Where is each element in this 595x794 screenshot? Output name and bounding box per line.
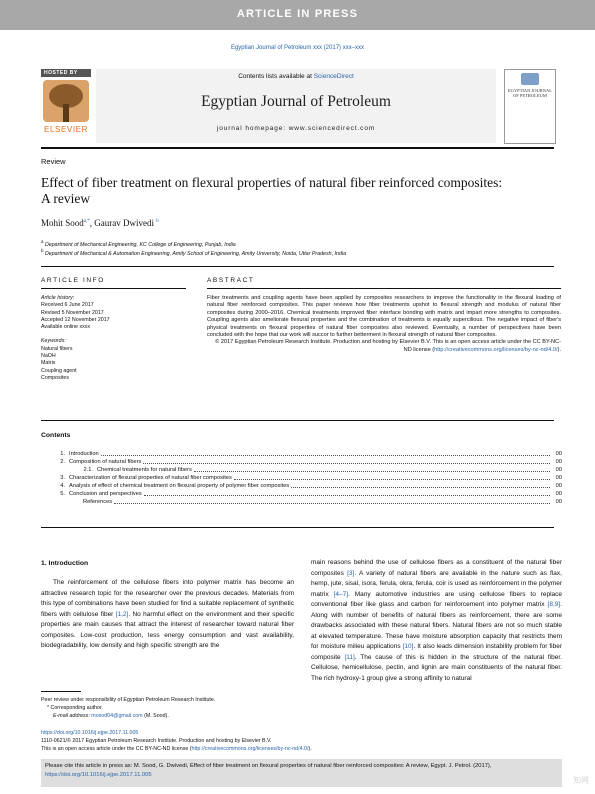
author-affiliation-mark[interactable]: b xyxy=(156,219,159,224)
author-name[interactable]: Gaurav Dwivedi xyxy=(94,218,154,228)
history-item: Received 6 June 2017 xyxy=(41,302,94,309)
corresponding-author-note: * Corresponding author. xyxy=(47,705,103,711)
divider xyxy=(41,266,554,267)
doi-line xyxy=(41,730,138,736)
keyword: NaOH xyxy=(41,353,56,360)
doi-link[interactable]: https://doi.org/10.1016/j.ejpe.2017.11.005 xyxy=(45,772,152,778)
open-access-line: This is an open access article under the CC BY-NC-ND license (http://creativecommons.org/licenses/by-nc-nd/4.0/). xyxy=(41,746,312,752)
author-name[interactable]: Mohit Sood xyxy=(41,218,84,228)
publisher-name: ELSEVIER xyxy=(44,125,88,134)
keyword: Coupling agent xyxy=(41,367,77,374)
body-column-right: main reasons behind the use of cellulose fibers as a constituent of the natural fiber composites [3]. A variety of natural fibers are available in the nature such as flax, hemp, jute, sisal, isora, ferula, okra, ferula, coir is used as reinforcement in the polymer matrix [4–7]. Many automotive industries are using cellulose fibers to replace conventional fiber like glass and carbon for reinforcement into polymer matrix [8,9]. Along with number of benefits of natural fibers as reinforcement, there are some drawbacks associated with these natural fibers. Natural fibers are not so much stable at elevated temperature. These have moisture absorption capacity that restricts them for moisture milieu applications [10]. It also leads dimension instability problem for fiber composite [11]. The cause of this is hidden in the structure of the natural fiber. Cellulose, hemicellulose, pectin, and lignin are main constituents of the natural fiber. The rich hydroxy-1 group give a strong affinity to natural xyxy=(311,559,563,682)
table-of-contents xyxy=(41,450,562,506)
license-link[interactable]: http://creativecommons.org/licenses/by-nc-nd/4.0/ xyxy=(434,346,558,353)
doi-link[interactable]: https://doi.org/10.1016/j.ejpe.2017.11.005 xyxy=(41,730,139,736)
homepage-url[interactable]: www.sciencedirect.com xyxy=(288,125,376,132)
history-item: Accepted 12 November 2017 xyxy=(41,316,110,323)
journal-homepage: journal homepage: www.sciencedirect.com xyxy=(216,125,376,132)
license-link[interactable]: http://creativecommons.org/licenses/by-nc-nd/4.0/ xyxy=(191,746,309,752)
toc-entry[interactable]: 5. Conclusion and perspectives 00 xyxy=(60,491,562,497)
article-in-press-banner: ARTICLE IN PRESS xyxy=(0,0,595,30)
section-heading: 1. Introduction xyxy=(41,560,89,567)
citation-link[interactable]: [4–7] xyxy=(333,590,349,598)
journal-header xyxy=(41,69,554,143)
citation-link[interactable]: [3] xyxy=(347,569,355,577)
keyword: Natural fibers xyxy=(41,345,73,352)
keyword: Matrix xyxy=(41,360,56,367)
cover-title: EGYPTIAN JOURNAL OF PETROLEUM xyxy=(507,88,553,98)
article-info-heading: ARTICLE INFO xyxy=(41,277,105,284)
citation-link[interactable]: [8,9] xyxy=(547,601,561,608)
citation-link[interactable]: [11] xyxy=(344,653,355,661)
sciencedirect-link[interactable]: ScienceDirect xyxy=(313,73,354,80)
author-affiliation-mark[interactable]: a,* xyxy=(83,219,90,224)
divider xyxy=(207,288,561,289)
abstract-heading: ABSTRACT xyxy=(207,277,255,284)
article-title: Effect of fiber treatment on flexural properties of natural fiber reinforced composites: A review xyxy=(41,175,503,206)
elsevier-logo xyxy=(41,69,91,142)
citation-link[interactable]: [1,2] xyxy=(115,610,129,618)
divider xyxy=(41,288,186,289)
article-info xyxy=(41,295,186,382)
journal-title: Egyptian Journal of Petroleum xyxy=(201,93,391,110)
hosted-by-label: HOSTED BY xyxy=(41,69,91,77)
contents-available: Contents lists available at ScienceDirect xyxy=(238,73,354,80)
affiliation-b: $^b$ Department of Mechanical & Automation Engineering, Amity School of Engineering, Amity University, Noida, Uttar Pradesh, India xyxy=(41,248,347,257)
author-list: Mohit Sood$^{a,*}$, Gaurav Dwivedi $^b$ xyxy=(41,218,159,228)
cover-emblem-icon xyxy=(521,73,539,85)
keywords-label: Keywords: xyxy=(41,338,66,345)
email-note: E-mail address: mosod04@gmail.com (M. Sood). xyxy=(53,713,169,719)
affiliation-a: $^a$ Department of Mechanical Engineering, KC College of Engineering, Punjab, India xyxy=(41,239,236,248)
header-rule xyxy=(41,147,554,149)
footnote-rule xyxy=(41,691,81,692)
citation-box: Please cite this article in press as: M. Sood, G. Dwivedi, Effect of fiber treatment on flexural properties of natural fiber reinforced composites: A review, Egypt. J. Petrol. (2017), https://doi.org/10.1016/j.ejpe.2017.11.005 xyxy=(41,759,562,787)
journal-masthead xyxy=(96,69,496,143)
divider xyxy=(41,527,554,528)
journal-cover-thumbnail xyxy=(504,69,556,144)
history-item: Available online xxxx xyxy=(41,324,91,331)
toc-entry[interactable]: 1. Introduction 00 xyxy=(60,451,562,457)
contents-heading: Contents xyxy=(41,432,71,439)
toc-entry[interactable]: 3. Characterization of flexural properties of natural fiber composites 00 xyxy=(60,475,562,481)
divider xyxy=(41,420,554,421)
issn-line: 1110-0621/© 2017 Egyptian Petroleum Research Institute. Production and hosting by Elsevier B.V. xyxy=(41,738,272,744)
toc-entry[interactable]: 2. Composition of natural fibers 00 xyxy=(60,459,562,465)
article-type: Review xyxy=(41,157,66,166)
toc-entry[interactable]: References 00 xyxy=(83,499,562,505)
peer-review-note: Peer review under responsibility of Egyptian Petroleum Research Institute. xyxy=(41,697,216,703)
abstract-text: Fiber treatments and coupling agents have been applied by composites researchers to improve the functionality in the flexural loading of natural fiber reinforced composites. This paper reviews how fiber treatments upshot to flexural strength and modulus of natural fiber composites during 2000–2016. Chemical treatments improved fiber interface bonding with matrix and impart more strengths to composites. Coupling agents also ameliorate flexural properties and the combination of treatments is equally supercilious. The negative impact of fiber's physical treatments on flexural properties of natural fiber composites also reviewed. Eventually, a number of perspectives have been concluded with the hope that our work will succor to further betterment in flexural strength of natural fiber composites. xyxy=(207,295,561,339)
email-link[interactable]: mosod04@gmail.com xyxy=(91,713,143,719)
keyword: Composites xyxy=(41,374,69,381)
history-item: Revised 5 November 2017 xyxy=(41,309,104,316)
history-label: Article history: xyxy=(41,295,75,301)
toc-entry[interactable]: 4. Analysis of effect of chemical treatment on flexural property of polymer fiber composites 00 xyxy=(60,483,562,489)
elsevier-tree-icon xyxy=(43,80,89,122)
running-head[interactable]: Egyptian Journal of Petroleum xxx (2017) xxx–xxx xyxy=(230,45,365,51)
citation-link[interactable]: [10] xyxy=(402,643,414,650)
toc-entry[interactable]: 2.1. Chemical treatments for natural fibers 00 xyxy=(83,467,562,473)
copyright-notice: © 2017 Egyptian Petroleum Research Institute. Production and hosting by Elsevier B.V. This is an open access article under the CC BY-NC-ND license (http://creativecommons.org/licenses/by-nc-nd/4.0/). xyxy=(215,339,561,353)
abstract xyxy=(207,295,561,354)
body-column-left: The reinforcement of the cellulose fibers into polymer matrix has become an attractive research topic for the researcher over the previous decades. Materials from this type of combinations have been studied for find a suitable replacement of synthetic fibers with cellulose fiber [1,2]. No harmful effect on the environment and their specific properties are main causes that attract the interest of researcher toward natural fiber composites. Low-cost production, less energy consumption and vast availability, biodegradability, low density and high specific strength are the xyxy=(41,579,294,649)
watermark: 知网 xyxy=(573,776,589,785)
